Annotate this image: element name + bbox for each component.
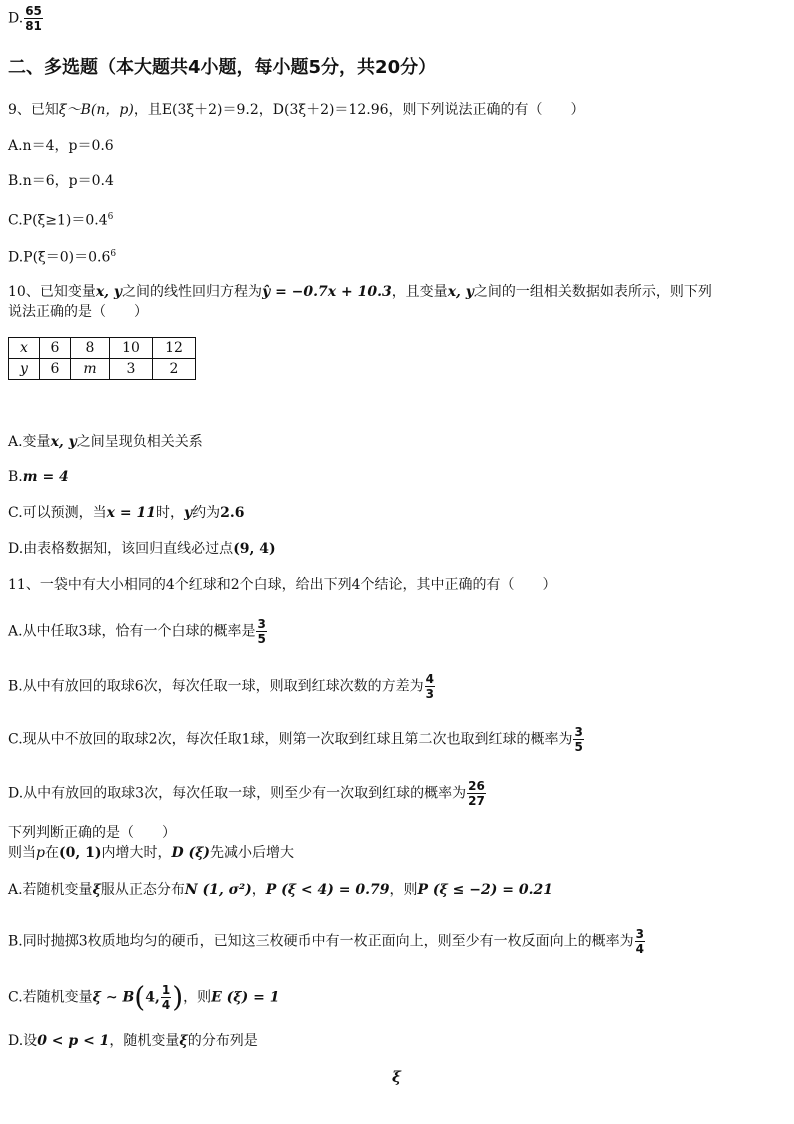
- math: p: [36, 845, 45, 861]
- text: 的分布列是: [187, 1033, 258, 1049]
- text: C.若随机变量: [8, 989, 93, 1006]
- fraction: [24, 4, 43, 33]
- math: 4,: [145, 989, 160, 1006]
- text: D.从中有放回的取球3次，每次任取一球，则至少有一次取到红球的概率为: [8, 785, 467, 802]
- q10-option-b: [8, 467, 69, 487]
- text: 服从正态分布: [100, 882, 185, 898]
- text: B.从中有放回的取球6次，每次任取一球，则取到红球次数的方差为: [8, 678, 424, 695]
- text: 10、已知变量: [8, 284, 96, 300]
- denominator: 5: [574, 740, 583, 754]
- fraction: [425, 672, 435, 701]
- math: y: [183, 505, 193, 521]
- denominator: 27: [468, 794, 485, 808]
- q12-extra-line: [8, 843, 294, 863]
- fraction: [467, 779, 486, 808]
- denominator: 3: [425, 687, 435, 701]
- table-row: [9, 359, 196, 380]
- q9-stem-dist: ξ～B(n，p): [58, 102, 134, 118]
- numerator: 3: [635, 927, 645, 941]
- table-cell: 6: [40, 359, 71, 380]
- text: B.同时抛掷3枚质地均匀的硬币，已知这三枚硬币中有一枚正面向上，则至少有一枚反面向上的概率为: [8, 933, 634, 950]
- q10-stem-line1: [8, 282, 712, 302]
- text: 时，: [155, 505, 184, 521]
- right-paren: ): [172, 980, 184, 1014]
- math: D (ξ): [171, 845, 211, 861]
- q11-option-d: [8, 779, 487, 808]
- numerator: 65: [25, 4, 42, 18]
- q10-option-c: [8, 503, 244, 523]
- data-table: [8, 337, 196, 380]
- text: C.现从中不放回的取球2次，每次任取1球，则第一次取到红球且第二次也取到红球的概率为: [8, 731, 573, 748]
- q10-option-a: [8, 432, 203, 452]
- table-cell: y: [9, 359, 40, 380]
- denominator: 81: [25, 19, 42, 33]
- table-cell: 3: [110, 359, 153, 380]
- text: 之间的一组相关数据如表所示，则下列: [473, 284, 712, 300]
- text: 内增大时，: [101, 845, 172, 861]
- option-label: D.: [8, 10, 24, 27]
- text: 先减小后增大: [210, 845, 295, 861]
- q9-option-d-text: D.P(ξ＝0)＝0.6: [8, 249, 111, 266]
- q9-stem-pre: 9、已知: [8, 102, 59, 118]
- text: D.设: [8, 1033, 38, 1049]
- denominator: 4: [635, 942, 645, 956]
- q9-option-a: A.n＝4，p＝0.6: [8, 138, 114, 154]
- fraction: [573, 725, 583, 754]
- text: 则当: [8, 845, 36, 861]
- text: 之间呈现负相关关系: [76, 434, 203, 450]
- text: ，则: [183, 989, 212, 1006]
- text: A.若随机变量: [8, 882, 93, 898]
- math: x, y: [447, 284, 474, 300]
- table-cell: 10: [110, 338, 153, 359]
- regression-equation: ŷ = −0.7x + 10.3: [262, 284, 392, 300]
- q11-option-c: [8, 725, 585, 754]
- exponent: 6: [110, 249, 117, 259]
- q11-stem: 11、一袋中有大小相同的4个红球和2个白球，给出下列4个结论，其中正确的有（ ）: [8, 577, 557, 593]
- math: x, y: [50, 434, 77, 450]
- q12-option-a: [8, 880, 553, 900]
- q10-option-d: [8, 539, 276, 559]
- text: ，: [251, 882, 266, 898]
- q9-stem-rest: ，且E(3ξ＋2)＝9.2，D(3ξ＋2)＝12.96，则下列说法正确的有（ ）: [133, 102, 585, 118]
- denominator: 5: [257, 632, 266, 646]
- math: 2.6: [220, 505, 245, 521]
- math: x = 11: [106, 505, 156, 521]
- text: A.从中任取3球，恰有一个白球的概率是: [8, 623, 256, 640]
- exponent: 6: [107, 212, 114, 222]
- numerator: 1: [161, 983, 171, 997]
- distribution-table-header-xi: ξ: [392, 1068, 401, 1086]
- text: 在: [44, 845, 59, 861]
- table-cell: 12: [153, 338, 196, 359]
- q12-option-c: [8, 980, 280, 1014]
- math: 0 < p < 1: [37, 1033, 110, 1049]
- math: N (1, σ²): [184, 882, 252, 898]
- table-cell: m: [71, 359, 110, 380]
- table-cell: 2: [153, 359, 196, 380]
- text: A.变量: [8, 434, 51, 450]
- table-row: [9, 338, 196, 359]
- q9-option-c-text: C.P(ξ≥1)＝0.4: [8, 212, 108, 229]
- q9-option-b: B.n＝6，p＝0.4: [8, 173, 114, 189]
- fraction: [635, 927, 645, 956]
- q12-option-d: [8, 1031, 258, 1051]
- text: C.可以预测，当: [8, 505, 107, 521]
- math: ξ: [92, 882, 101, 898]
- q9-stem: [8, 100, 585, 120]
- text: ，且变量: [391, 284, 448, 300]
- numerator: 26: [468, 779, 485, 793]
- fraction: [161, 983, 171, 1012]
- q12-stem: 下列判断正确的是（ ）: [8, 825, 176, 841]
- section-title: 二、多选题（本大题共4小题，每小题5分，共20分）: [8, 57, 437, 78]
- prev-option-d: [8, 4, 44, 33]
- q10-stem-line2: 说法正确的是（ ）: [8, 304, 148, 320]
- math: (9, 4): [233, 541, 276, 557]
- fraction: [256, 617, 266, 646]
- q11-option-b: [8, 672, 436, 701]
- text: ，随机变量: [109, 1033, 180, 1049]
- math: P (ξ < 4) = 0.79: [265, 882, 390, 898]
- text: D.由表格数据知，该回归直线必过点: [8, 541, 234, 557]
- math: ξ ∼ B: [92, 989, 135, 1006]
- math: m = 4: [22, 469, 69, 485]
- table-cell: 8: [71, 338, 110, 359]
- text: B.: [8, 469, 23, 485]
- math: E (ξ) = 1: [211, 989, 280, 1006]
- denominator: 4: [161, 998, 171, 1012]
- left-paren: (: [134, 980, 146, 1014]
- q9-option-d: [8, 244, 116, 268]
- numerator: 4: [425, 672, 435, 686]
- text: 约为: [192, 505, 221, 521]
- table-cell: 6: [40, 338, 71, 359]
- numerator: 3: [574, 725, 583, 739]
- math: ξ: [179, 1033, 188, 1049]
- table-cell: x: [9, 338, 40, 359]
- math: P (ξ ≤ −2) = 0.21: [417, 882, 553, 898]
- math: (0, 1): [58, 845, 102, 861]
- text: 之间的线性回归方程为: [122, 284, 263, 300]
- math: x, y: [95, 284, 123, 300]
- q12-option-b: [8, 927, 646, 956]
- text: ，则: [389, 882, 418, 898]
- q9-option-c: [8, 207, 113, 231]
- numerator: 3: [257, 617, 266, 631]
- q11-option-a: [8, 617, 268, 646]
